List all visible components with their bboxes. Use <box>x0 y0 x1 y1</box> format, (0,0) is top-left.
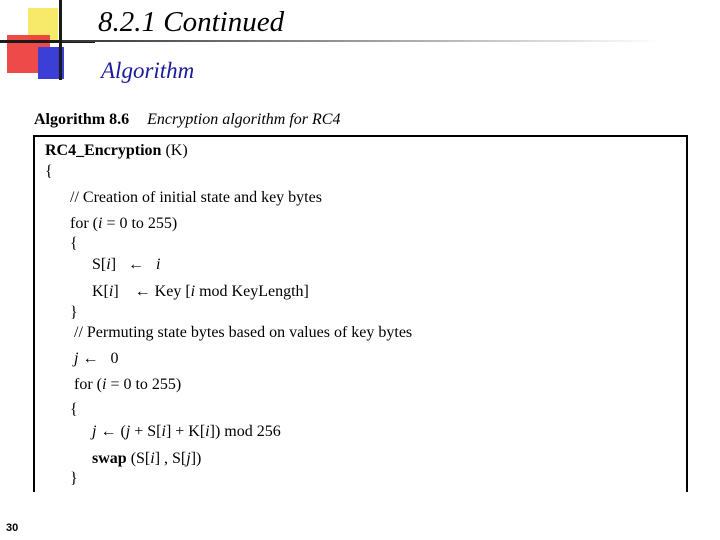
code-line-10 <box>74 350 118 368</box>
code-text: ]) <box>190 450 202 467</box>
code-var: j <box>125 423 131 440</box>
function-params: (K) <box>161 142 188 159</box>
code-line-14 <box>92 450 201 468</box>
code-line-9: // Permuting state bytes based on values of key bytes <box>74 324 413 341</box>
code-text: S[ <box>92 256 107 273</box>
code-var: i <box>106 256 111 273</box>
code-text: ← ( <box>96 423 126 440</box>
code-var: i <box>101 376 107 393</box>
code-text: for ( <box>70 215 98 232</box>
algorithm-caption: Encryption algorithm for RC4 <box>147 111 341 128</box>
slide-title: 8.2.1 Continued <box>98 6 285 38</box>
code-line-7 <box>92 283 309 301</box>
code-line-8: } <box>70 304 78 321</box>
code-var: i <box>97 215 103 232</box>
code-text: ← 0 <box>78 350 119 367</box>
code-var: i <box>108 283 114 300</box>
code-text: = 0 to 255) <box>106 376 182 393</box>
code-line-6 <box>92 256 160 274</box>
page-number: 30 <box>6 522 19 534</box>
algorithm-label: Algorithm 8.6 <box>34 111 130 128</box>
algorithm-heading <box>34 111 340 129</box>
function-name: RC4_Encryption <box>45 142 162 159</box>
code-text: = 0 to 255) <box>102 215 178 232</box>
code-keyword: swap <box>92 450 127 467</box>
code-text: (S[ <box>126 450 151 467</box>
code-text: + S[ <box>130 423 162 440</box>
code-line-15: } <box>70 470 78 487</box>
code-line-11 <box>74 376 181 394</box>
code-var: i <box>150 450 155 467</box>
code-var: i <box>190 283 196 300</box>
code-line-3: // Creation of initial state and key bytes <box>70 189 322 206</box>
code-text: ] ← Key [ <box>113 283 191 300</box>
code-var: i <box>205 423 210 440</box>
code-text: ] ← <box>110 256 157 273</box>
code-line-12: { <box>70 401 78 418</box>
code-var: i <box>156 256 161 273</box>
code-var: j <box>186 450 191 467</box>
code-line-13 <box>92 423 281 441</box>
code-var: j <box>74 350 79 367</box>
code-line-1 <box>45 142 188 160</box>
code-text: ] + K[ <box>165 423 206 440</box>
code-text: ]) mod 256 <box>209 423 281 440</box>
code-text: for ( <box>74 376 102 393</box>
code-line-5: { <box>70 235 78 252</box>
code-text: mod KeyLength] <box>195 283 309 300</box>
code-line-4 <box>70 215 177 233</box>
code-var: i <box>161 423 166 440</box>
code-text: K[ <box>92 283 109 300</box>
title-underline <box>62 40 662 42</box>
slide-subtitle: Algorithm <box>101 58 195 83</box>
code-line-2: { <box>45 163 53 180</box>
code-var: j <box>92 423 97 440</box>
code-text: ] , S[ <box>154 450 187 467</box>
